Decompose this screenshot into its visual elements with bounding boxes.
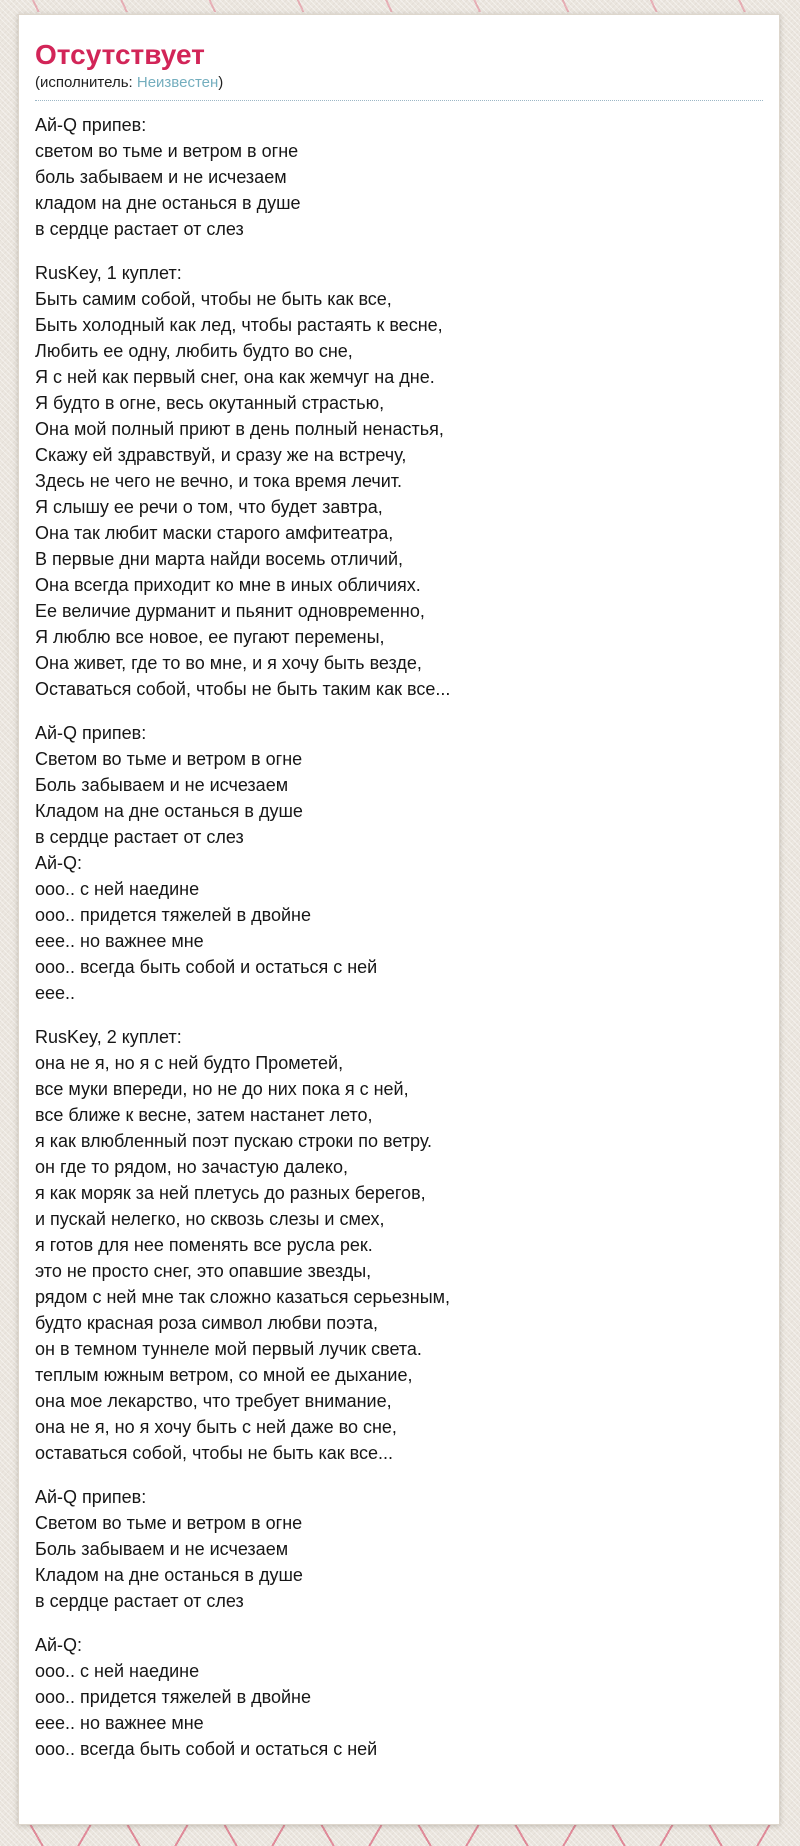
artist-label-prefix: (исполнитель: bbox=[35, 74, 137, 91]
song-title: Отсутствует bbox=[35, 39, 205, 70]
artist-link[interactable]: Неизвестен bbox=[136, 74, 219, 91]
lyrics-stanza: Ай-Q припев: Светом во тьме и ветром в огне Боль забываем и не исчезаем Кладом на дне останься в душе в сердце растает от слез bbox=[35, 1487, 303, 1611]
lyrics-card bbox=[18, 14, 780, 1825]
lyrics-stanza: Ай-Q припев: Светом во тьме и ветром в огне Боль забываем и не исчезаем Кладом на дне останься в душе в сердце растает от слез Ай-Q: ооо.. с ней наедине ооо.. придется тяжелей в двойне еее.. но важнее мне ооо.. всегда быть собой и остаться с ней еее.. bbox=[35, 723, 378, 1003]
lyrics-stanza: Ай-Q припев: светом во тьме и ветром в огне боль забываем и не исчезаем кладом на дне останься в душе в сердце растает от слез bbox=[35, 115, 301, 239]
lyrics-stanza: Ай-Q: ооо.. с ней наедине ооо.. придется тяжелей в двойне еее.. но важнее мне ооо.. всегда быть собой и остаться с ней bbox=[35, 1635, 378, 1759]
stitch-pattern-top bbox=[0, 0, 800, 12]
lyrics-stanza: RusKey, 2 куплет: она не я, но я с ней будто Прометей, все муки впереди, но не до них пока я с ней, все ближе к весне, затем настанет лето, я как влюбленный поэт пускаю строки по ветру. он где то рядом, но зачастую далеко, я как моряк за ней плетусь до разных берегов, и пускай нелегко, но сквозь слезы и смех, я готов для нее поменять все русла рек. это не просто снег, это опавшие звезды, рядом с ней мне так сложно казаться серьезным, будто красная роза символ любви поэта, он в темном туннеле мой первый лучик света. теплым южным ветром, со мной ее дыхание, она мое лекарство, что требует внимание, она не я, но я хочу быть с ней даже во сне, оставаться собой, чтобы не быть как все... bbox=[35, 1027, 451, 1463]
lyrics-text bbox=[35, 112, 763, 1762]
artist-line bbox=[35, 74, 763, 101]
artist-label-suffix: ) bbox=[218, 74, 224, 91]
stitch-pattern-bottom bbox=[0, 1824, 800, 1846]
lyrics-stanza: RusKey, 1 куплет: Быть самим собой, чтобы не быть как все, Быть холодный как лед, чтобы растаять к весне, Любить ее одну, любить будто во сне, Я с ней как первый снег, она как жемчуг на дне. Я будто в огне, весь окутанный страстью, Она мой полный приют в день полный ненастья, Скажу ей здравствуй, и сразу же на встречу, Здесь не чего не вечно, и тока время лечит. Я слышу ее речи о том, что будет завтра, Она так любит маски старого амфитеатра, В первые дни марта найди восемь отличий, Она всегда приходит ко мне в иных обличиях. Ее величие дурманит и пьянит одновременно, Я люблю все новое, ее пугают перемены, Она живет, где то во мне, и я хочу быть везде, Оставаться собой, чтобы не быть таким как все... bbox=[35, 263, 451, 699]
